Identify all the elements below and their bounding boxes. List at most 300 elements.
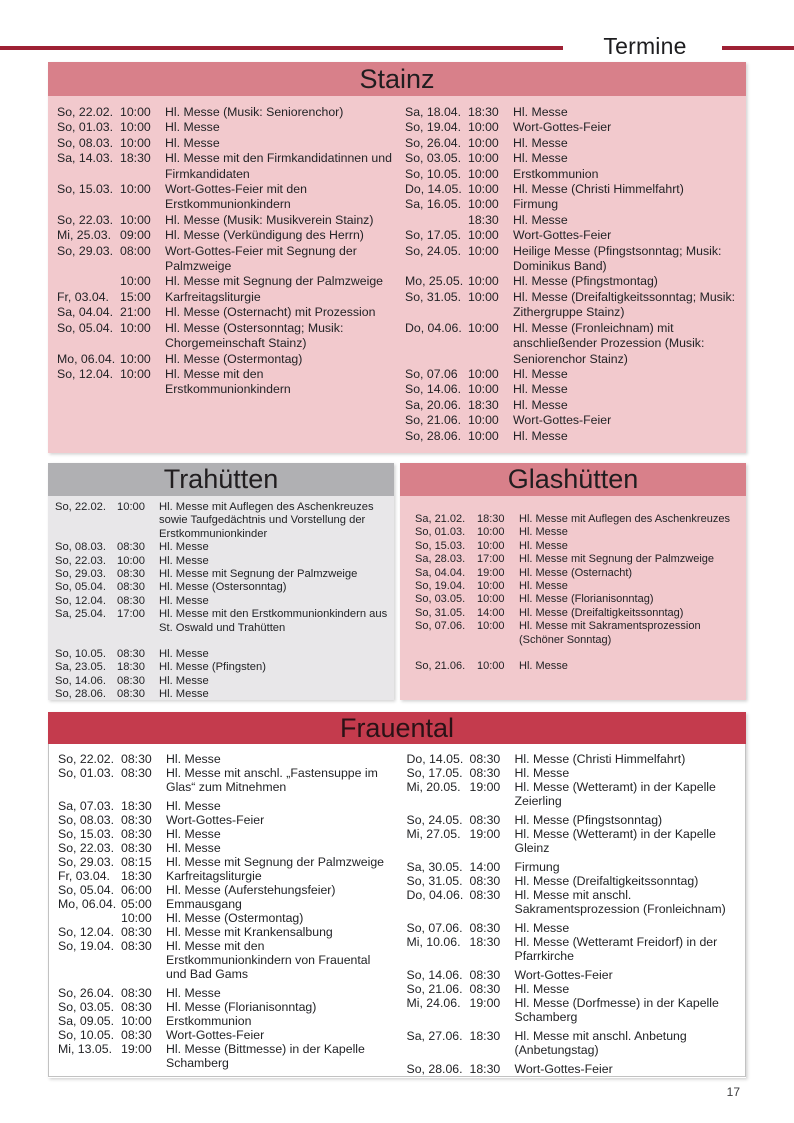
event-time: 18:30 (121, 869, 152, 883)
section-body-glashuetten (400, 496, 746, 700)
event-description: Wort-Gottes-Feier (166, 813, 265, 827)
event-date: So, 22.02. (57, 105, 114, 119)
event-date: So, 26.04. (58, 986, 115, 1000)
event-time: 19:00 (469, 827, 501, 841)
event-date: Fr, 03.04. (58, 869, 110, 883)
section-body-stainz (48, 96, 746, 453)
event-time: 08:30 (117, 581, 145, 594)
event-columns (57, 105, 740, 444)
event-time: 10:00 (468, 428, 499, 443)
event-date: So, 01.03. (58, 766, 115, 780)
event-description: Hl. Messe (519, 660, 568, 673)
event-time: 08:30 (469, 968, 501, 982)
event-date: So, 26.04. (405, 135, 462, 150)
event-description: Hl. Messe (Dreifaltigkeitssonntag) (514, 874, 699, 888)
event-time: 10:00 (468, 243, 499, 258)
event-description: Hl. Messe mit anschl. „Fastensuppe im Glas“ zum Mitnehmen (166, 766, 382, 794)
event-description: Hl. Messe (513, 382, 568, 397)
event-row (58, 925, 393, 939)
event-description: Hl. Messe (Christi Himmelfahrt) (513, 182, 684, 197)
event-time: 10:00 (120, 320, 151, 335)
event-row (57, 120, 392, 135)
event-date: Sa, 28.03. (415, 553, 466, 566)
event-description: Hl. Messe (Ostermontag) (165, 351, 303, 366)
event-row (405, 382, 740, 397)
event-date: So, 21.06. (415, 660, 466, 673)
event-date: So, 12.04. (55, 594, 107, 607)
event-time: 10:00 (468, 320, 499, 335)
event-description: Hl. Messe (Florianisonntag) (166, 1000, 317, 1014)
event-row (58, 869, 393, 883)
event-time: 10:00 (121, 911, 152, 925)
event-time: 18:30 (469, 1029, 501, 1043)
event-description: Hl. Messe mit den Erstkommunionkindern (165, 366, 291, 397)
event-row (405, 367, 740, 382)
event-date: So, 17.05. (405, 228, 462, 243)
event-date: Sa, 27.06. (406, 1029, 463, 1043)
event-date: So, 14.06. (55, 674, 107, 687)
event-time: 10:00 (468, 166, 499, 181)
event-row (405, 290, 740, 321)
event-row (405, 167, 740, 182)
event-date: So, 28.06. (406, 1062, 463, 1076)
event-date: So, 03.05. (405, 151, 462, 166)
event-description: Wort-Gottes-Feier (514, 968, 613, 982)
event-row (57, 244, 392, 275)
event-row (58, 986, 393, 1000)
event-row (55, 675, 389, 688)
event-row (415, 593, 742, 606)
event-date: So, 05.04. (58, 883, 115, 897)
event-description: Hl. Messe mit Segnung der Palmzweige (165, 274, 384, 289)
event-time: 08:00 (120, 243, 151, 258)
event-description: Hl. Messe (513, 151, 568, 166)
event-date: So, 07.06. (406, 921, 463, 935)
event-date: So, 19.04. (58, 939, 115, 953)
event-date: So, 21.06. (405, 413, 462, 428)
event-description: Hl. Messe mit den Firmkandidatinnen und Firmkandidaten (165, 151, 396, 181)
event-row (58, 883, 393, 897)
event-date: So, 08.03. (57, 135, 114, 150)
event-description: Hl. Messe (Auferstehungsfeier) (166, 883, 336, 897)
event-description: Wort-Gottes-Feier (513, 120, 612, 135)
event-description: Karfreitagsliturgie (165, 289, 261, 304)
event-description: Erstkommunion (513, 166, 599, 181)
event-date: Do, 04.06. (406, 888, 464, 902)
event-row (415, 580, 742, 593)
event-date: Sa, 20.06. (405, 397, 462, 412)
section-title-glashuetten: Glashütten (400, 463, 746, 496)
event-time: 10:00 (468, 366, 499, 381)
event-row (58, 911, 393, 925)
event-description: Hl. Messe (Bittmesse) in der Kapelle Schamberg (166, 1042, 369, 1070)
event-date: So, 07.06 (405, 366, 458, 381)
event-time: 10:00 (477, 539, 505, 552)
event-description: Firmung (513, 197, 559, 212)
event-date: So, 10.05. (405, 166, 462, 181)
event-row (57, 228, 392, 243)
section-stainz (48, 62, 746, 453)
event-time: 19:00 (121, 1042, 152, 1056)
event-time: 10:00 (468, 197, 499, 212)
event-date: Do, 14.05. (406, 752, 464, 766)
event-time: 08:30 (469, 874, 501, 888)
event-time: 10:00 (477, 526, 505, 539)
event-time: 08:30 (117, 648, 145, 661)
event-time: 08:30 (117, 568, 145, 581)
event-description: Hl. Messe (Osternacht) mit Prozession (165, 305, 376, 320)
event-time: 14:00 (477, 606, 505, 619)
event-date: Sa, 23.05. (55, 661, 107, 674)
event-row (407, 968, 742, 982)
event-description: Wort-Gottes-Feier mit den Erstkommunionkindern (165, 182, 311, 212)
event-description: Hl. Messe (513, 428, 568, 443)
event-time: 10:00 (468, 228, 499, 243)
event-date: So, 22.02. (55, 501, 107, 513)
event-time: 10:00 (477, 660, 505, 673)
event-description: Hl. Messe mit anschl. Anbetung (Anbetungstag) (514, 1029, 691, 1057)
event-date: Sa, 30.05. (406, 860, 463, 874)
event-date (58, 911, 116, 925)
event-time: 10:00 (120, 366, 151, 381)
event-date: Mo, 06.04. (57, 351, 116, 366)
event-description: Hl. Messe (514, 982, 570, 996)
event-date: Sa, 04.04. (57, 305, 114, 320)
event-time: 10:00 (468, 382, 499, 397)
event-date: So, 08.03. (55, 541, 107, 554)
event-row (405, 228, 740, 243)
event-row (415, 620, 742, 647)
event-description: Hl. Messe (Pfingstsonntag) (514, 813, 663, 827)
event-row (58, 813, 393, 827)
event-date: Sa, 21.02. (415, 513, 466, 525)
event-description: Wort-Gottes-Feier (166, 1028, 265, 1042)
event-description: Emmausgang (166, 897, 242, 911)
event-time: 14:00 (469, 860, 501, 874)
event-time: 06:00 (121, 883, 152, 897)
event-date: So, 12.04. (58, 925, 115, 939)
event-time: 17:00 (117, 608, 145, 621)
header-rule-left (0, 46, 563, 50)
event-time: 08:30 (469, 813, 501, 827)
event-row (407, 888, 742, 916)
event-date: So, 28.06. (405, 428, 462, 443)
event-date: So, 29.03. (57, 243, 114, 258)
event-row (415, 607, 742, 620)
event-row (407, 752, 742, 766)
event-time: 10:00 (117, 501, 145, 513)
event-date: Sa, 18.04. (405, 105, 462, 119)
event-description: Hl. Messe (Musik: Seniorenchor) (165, 105, 344, 119)
event-row (58, 1014, 393, 1028)
event-row (415, 540, 742, 553)
event-description: Wort-Gottes-Feier (514, 1062, 613, 1076)
event-description: Hl. Messe (513, 105, 568, 119)
event-time: 10:00 (468, 120, 499, 135)
event-description: Wort-Gottes-Feier mit Segnung der Palmzweige (165, 243, 361, 274)
event-row (407, 780, 742, 808)
event-description: Hl. Messe (513, 135, 568, 150)
event-date: Sa, 16.05. (405, 197, 462, 212)
event-columns (415, 513, 742, 673)
event-date: Mi, 20.05. (406, 780, 461, 794)
event-columns (58, 752, 741, 1076)
event-row (405, 120, 740, 135)
event-time: 08:30 (121, 766, 152, 780)
event-time: 08:30 (469, 752, 501, 766)
event-row (405, 321, 740, 367)
event-date: Mi, 24.06. (406, 996, 461, 1010)
event-date: So, 14.06. (406, 968, 463, 982)
event-row (407, 827, 742, 855)
event-row (405, 413, 740, 428)
event-description: Hl. Messe mit Auflegen des Aschenkreuzes (519, 513, 730, 525)
event-date: So, 05.04. (57, 320, 114, 335)
event-date: Mo, 06.04. (58, 897, 117, 911)
event-row (55, 595, 389, 608)
event-time: 19:00 (469, 780, 501, 794)
event-date: Fr, 03.04. (57, 289, 109, 304)
event-time: 08:30 (121, 939, 152, 953)
event-description: Hl. Messe (Ostersonntag) (159, 581, 287, 594)
event-row (407, 982, 742, 996)
event-row (58, 799, 393, 813)
event-time: 08:30 (469, 982, 501, 996)
event-row (57, 305, 392, 320)
event-date: Sa, 25.04. (55, 608, 107, 621)
event-row (57, 352, 392, 367)
event-row (405, 197, 740, 212)
event-description: Hl. Messe (Pfingsten) (159, 661, 266, 674)
event-row (407, 860, 742, 874)
event-time: 08:30 (121, 925, 152, 939)
event-date: So, 19.04. (415, 580, 466, 593)
event-date: So, 15.03. (415, 539, 466, 552)
event-row (407, 766, 742, 780)
event-date (57, 274, 115, 289)
event-date: So, 24.05. (405, 243, 462, 258)
event-row (407, 996, 742, 1024)
event-description: Hl. Messe (159, 648, 209, 661)
event-time: 10:00 (121, 1014, 152, 1028)
event-date: So, 10.05. (58, 1028, 115, 1042)
event-description: Hl. Messe (Ostersonntag; Musik: Chorgemeinschaft Stainz) (165, 320, 347, 351)
event-date: So, 17.05. (406, 766, 463, 780)
event-row (405, 182, 740, 197)
event-description: Hl. Messe (513, 366, 568, 381)
event-time: 10:00 (468, 151, 499, 166)
event-row (405, 429, 740, 444)
event-row (55, 608, 389, 635)
event-description: Heilige Messe (Pfingstsonntag; Musik: Dominikus Band) (513, 243, 725, 274)
event-time: 15:00 (120, 289, 151, 304)
event-date: So, 22.03. (58, 841, 115, 855)
section-title-frauental: Frauental (48, 712, 746, 744)
event-row (58, 939, 393, 981)
event-time: 18:30 (468, 397, 499, 412)
event-date: So, 22.03. (57, 212, 114, 227)
event-description: Firmung (514, 860, 560, 874)
event-date: So, 22.02. (58, 752, 115, 766)
event-date: So, 14.06. (405, 382, 462, 397)
event-description: Hl. Messe (519, 539, 568, 552)
event-description: Hl. Messe (Florianisonntag) (519, 593, 654, 606)
event-date: So, 31.05. (406, 874, 463, 888)
event-row (415, 526, 742, 539)
event-description: Hl. Messe mit Segnung der Palmzweige (166, 855, 385, 869)
event-date: So, 21.06. (406, 982, 463, 996)
event-row (405, 274, 740, 289)
event-description: Hl. Messe mit Krankensalbung (166, 925, 333, 939)
event-row (407, 874, 742, 888)
event-description: Hl. Messe (Osternacht) (519, 566, 633, 579)
event-row (415, 513, 742, 526)
event-date: So, 10.05. (55, 648, 107, 661)
event-time: 10:00 (468, 182, 499, 197)
event-description: Hl. Messe (519, 526, 568, 539)
event-time: 10:00 (468, 289, 499, 304)
event-row (405, 151, 740, 166)
section-body-trahuetten (48, 496, 394, 700)
event-date: So, 03.05. (58, 1000, 115, 1014)
event-column (55, 501, 389, 700)
event-time: 10:00 (120, 212, 151, 227)
event-description: Hl. Messe (514, 766, 570, 780)
event-description: Hl. Messe (Pfingstmontag) (513, 274, 658, 289)
event-time: 18:30 (117, 661, 145, 674)
event-date: So, 28.06. (55, 688, 107, 700)
event-description: Hl. Messe (Dorfmesse) in der Kapelle Schamberg (514, 996, 723, 1024)
event-time: 10:00 (477, 620, 505, 633)
event-time: 10:00 (477, 593, 505, 606)
event-description: Erstkommunion (166, 1014, 252, 1028)
event-description: Hl. Messe (159, 674, 209, 687)
event-description: Hl. Messe mit den Erstkommunionkindern aus St. Oswald und Trahütten (159, 608, 391, 634)
event-columns (55, 501, 389, 700)
event-date: So, 19.04. (405, 120, 462, 135)
event-row (58, 841, 393, 855)
header-rule-right (722, 46, 794, 50)
event-date: So, 29.03. (55, 568, 107, 581)
section-body-frauental (48, 744, 746, 1077)
event-row (55, 688, 389, 700)
event-description: Hl. Messe (Musik: Musikverein Stainz) (165, 212, 374, 227)
event-description: Hl. Messe mit den Erstkommunionkindern von Frauental und Bad Gams (166, 939, 374, 981)
event-row (415, 660, 742, 673)
event-date: Do, 14.05. (405, 182, 462, 197)
event-row (405, 105, 740, 120)
event-time: 08:30 (117, 674, 145, 687)
event-date: Mi, 25.03. (57, 228, 111, 243)
event-description: Hl. Messe (166, 827, 221, 841)
event-row (57, 182, 392, 213)
event-row (58, 1028, 393, 1042)
event-time: 10:00 (120, 120, 151, 135)
event-description: Hl. Messe (166, 986, 221, 1000)
event-column (57, 105, 396, 444)
event-row (55, 648, 389, 661)
event-row (57, 105, 392, 120)
event-date: Sa, 09.05. (58, 1014, 115, 1028)
event-time: 21:00 (120, 305, 151, 320)
event-row (57, 321, 392, 352)
event-row (57, 290, 392, 305)
event-column (405, 105, 740, 444)
event-time: 10:00 (468, 274, 499, 289)
event-time: 08:30 (121, 841, 152, 855)
event-date: Mi, 27.05. (406, 827, 461, 841)
page-header-title: Termine (603, 33, 687, 59)
event-row (55, 568, 389, 581)
section-title-trahuetten: Trahütten (48, 463, 394, 496)
event-description: Hl. Messe (159, 554, 209, 567)
event-row (405, 244, 740, 275)
event-description: Hl. Messe (Fronleichnam) mit anschließender Prozession (Musik: Seniorenchor Stainz) (513, 320, 708, 366)
event-row (407, 935, 742, 963)
event-column (415, 513, 742, 673)
event-row (58, 855, 393, 869)
event-row (58, 1042, 393, 1070)
event-time: 18:30 (469, 1062, 501, 1076)
event-time: 08:30 (469, 888, 501, 902)
event-date: So, 01.03. (415, 526, 466, 539)
event-time: 08:30 (117, 541, 145, 554)
event-row (57, 213, 392, 228)
event-description: Wort-Gottes-Feier (513, 228, 612, 243)
event-description: Karfreitagsliturgie (166, 869, 262, 883)
event-row (415, 567, 742, 580)
event-date: Do, 04.06. (405, 320, 462, 335)
event-time: 10:00 (120, 274, 151, 289)
event-date: So, 08.03. (58, 813, 115, 827)
event-date: So, 05.04. (55, 581, 107, 594)
event-row (407, 1062, 742, 1076)
event-row (415, 553, 742, 566)
event-description: Hl. Messe (Verkündigung des Herrn) (165, 228, 364, 243)
event-description: Hl. Messe (165, 135, 220, 150)
event-date: So, 01.03. (57, 120, 114, 135)
event-row (405, 398, 740, 413)
event-row (407, 1029, 742, 1057)
event-description: Hl. Messe (159, 688, 209, 700)
event-date (405, 213, 463, 228)
event-time: 19:00 (469, 996, 501, 1010)
section-trahuetten (48, 463, 394, 700)
event-description: Hl. Messe mit Segnung der Palmzweige (159, 568, 358, 581)
event-row (407, 921, 742, 935)
event-time: 10:00 (468, 135, 499, 150)
event-row (55, 581, 389, 594)
event-row (58, 752, 393, 766)
event-time: 18:30 (468, 212, 499, 227)
event-date: So, 31.05. (405, 289, 462, 304)
event-date: Sa, 04.04. (415, 566, 466, 579)
event-description: Hl. Messe (Wetteramt Freidorf) in der Pfarrkirche (514, 935, 721, 963)
event-time: 08:15 (121, 855, 152, 869)
event-time: 10:00 (477, 580, 505, 593)
event-description: Hl. Messe (513, 397, 568, 412)
event-time: 10:00 (120, 182, 151, 197)
event-date: So, 29.03. (58, 855, 115, 869)
event-time: 08:30 (469, 766, 501, 780)
section-title-stainz: Stainz (48, 62, 746, 96)
event-description: Hl. Messe (159, 594, 209, 607)
event-time: 08:30 (121, 827, 152, 841)
event-date: Mi, 10.06. (406, 935, 461, 949)
event-time: 18:30 (120, 151, 151, 166)
event-description: Hl. Messe mit Segnung der Palmzweige (519, 553, 715, 566)
section-glashuetten (400, 463, 746, 700)
